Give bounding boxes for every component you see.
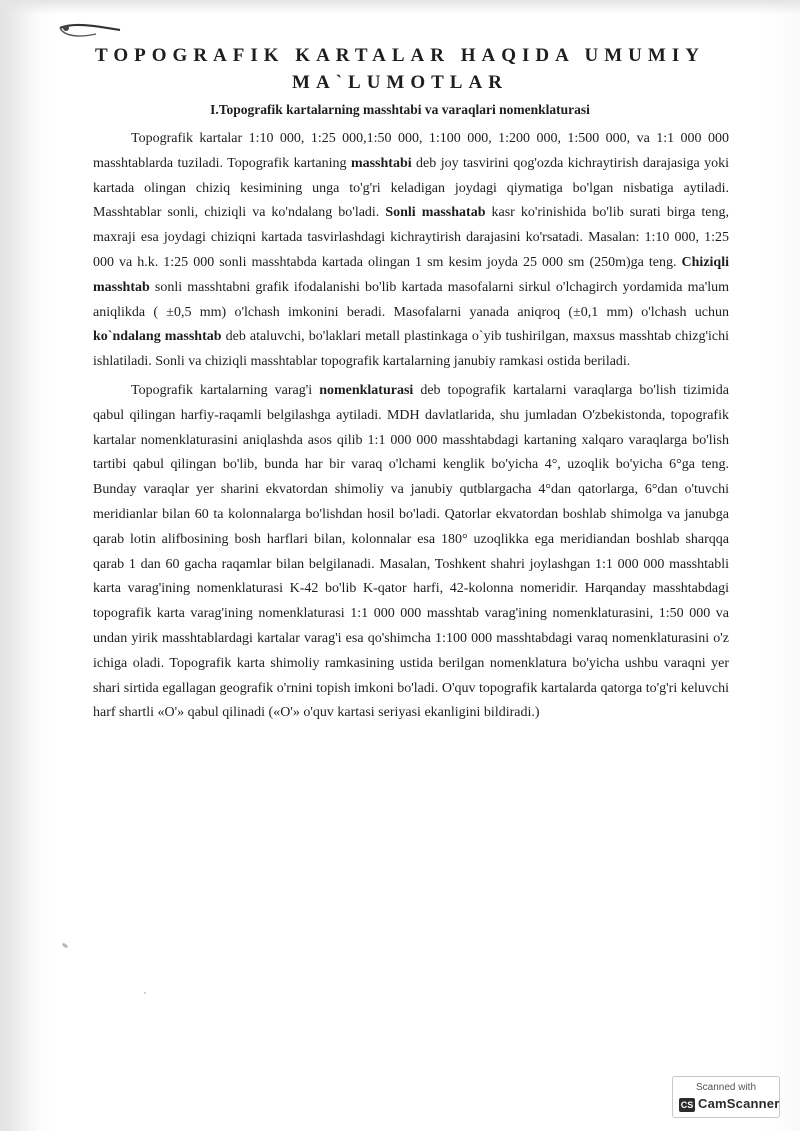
watermark-brand: CamScanner [698, 1096, 780, 1111]
p2-bold-nomenklaturasi: nomenklaturasi [319, 382, 414, 398]
camscanner-watermark [672, 1076, 780, 1118]
p1-text-4: sonli masshtabni grafik ifodalanishi bo'lib kartada masofalarni sirkul o'lchagirch yordamida ma'lum aniqlikda ( ±0,5 mm) o'lchash imkonini beradi. Masofalarni yanada aniqroq (±0,1 mm) o'lchash uchun [93, 279, 729, 320]
p1-text-5: deb ataluvchi, bo'laklari metall plastinkaga o`yib tushirilgan, maxsus masshtab chizg'ichi ishlatiladi. Sonli va chiziqli masshtablar topografik kartalarning janubiy ramkasi ostida beriladi. [93, 329, 729, 370]
p1-text-2: deb joy tasvirini qog'ozda kichraytirish darajasiga yoki kartada olingan chiziq kesimining unga to'g'ri keladigan joydagi qiymatiga bo'lgan nisbatiga aytiladi. Masshtablar sonli, chiziqli va ko'ndalang bo'ladi. [93, 155, 729, 221]
p2-text-1: Topografik kartalarning varag'i [131, 382, 320, 398]
top-page-edge [0, 0, 800, 14]
p1-bold-chiziqli: Chiziqli masshtab [93, 254, 729, 295]
p1-bold-kondalang: ko`ndalang masshtab [93, 329, 222, 345]
document-title [80, 42, 720, 96]
scan-speck [144, 992, 146, 994]
p1-text-3: kasr ko'rinishida bo'lib surati birga teng, maxraji esa joydagi chiziqni kartada tasvirlashdagi kichraytirish darajasini ko'rsatadi. Masalan: 1:10 000, 1:25 000 va h.k. 1:25 000 sonli masshtabda kartada olingan 1 sm kesim joyda 25 000 sm (250m)ga teng. [93, 205, 729, 270]
title-line-2: MA`LUMOTLAR [292, 72, 508, 93]
left-page-shadow [0, 0, 40, 1131]
scan-speck [62, 943, 69, 949]
p1-bold-masshtabi: masshtabi [350, 155, 412, 171]
p1-bold-sonli: Sonli masshatab [385, 205, 486, 221]
camscanner-logo-icon: CS [680, 1100, 694, 1110]
p1-text-1: Topografik kartalar 1:10 000, 1:25 000,1:50 000, 1:100 000, 1:200 000, 1:500 000, va 1:1 000 000 masshtablarda tuziladi. Topografik kartaning [93, 131, 729, 171]
title-line-1: TOPOGRAFIK KARTALAR HAQIDA UMUMIY [95, 45, 705, 66]
paragraph-2 [93, 379, 729, 726]
p2-text-2: deb topografik kartalarni varaqlarga bo'lish tizimida qabul qilingan harfiy-raqamli belgilashga aytiladi. MDH davlatlarida, shu jumladan O'zbekistonda, topografik kartalar nomenklaturasini aniqlashda asos qilib 1:1 000 000 masshtabdagi kartaning xalqaro varaqlarga bo'lish tartibi qabul qilingan bo'lib, bunda har bir varaq o'lchami kenglik bo'yicha 4°, uzoqlik bo'yicha 6°ga teng. Bunday varaqlar yer sharini ekvatordan shimoliy va janubiy qutblargacha 4°dan qatorlarga, 6°dan o'tuvchi meridianlar bilan 60 ta kolonnalarga bo'lishdan hosil bo'ladi. Qatorlar ekvatordan boshlab shimolga va janubga qarab lotin alifbosining bosh harflari bilan, kolonnalar esa 180° uzoqlikka ega meridiandan boshlab sharqqa qarab 1 dan 60 gacha raqamlar bilan belgilanadi. Masalan, Toshkent shahri joylashgan 1:1 000 000 masshtabli karta varag'ining nomenklaturasi K-42 bo'lib K-qator harfi, 42-kolonna nomeridir. Harqanday masshtabdagi topografik karta varag'ining nomenklaturasi 1:1 000 000 masshtab varag'ining nomenklaturasini, 1:50 000 va undan yirik masshtablardagi kartalar varag'i esa qo'shimcha 1:100 000 masshtabdagi varaq nomenklaturasini o'z ichiga oladi. Topografik karta shimoliy ramkasining ustida berilgan nomenklatura bo'yicha ushbu varaqni yer shari sirtida egallagan geografik o'rnini topish imkoni bo'ladi. O'quv topografik kartalarda qatorga to'g'ri keluvchi harf shartli «O'» qabul qilinadi («O'» o'quv kartasi seriyasi ekanligini bildiradi.) [93, 382, 730, 721]
paragraph-1 [93, 127, 729, 375]
watermark-caption: Scanned with [695, 1082, 757, 1093]
document-body [93, 127, 729, 730]
section-heading: I.Topografik kartalarning masshtabi va varaqlari nomenklaturasi [210, 102, 590, 117]
